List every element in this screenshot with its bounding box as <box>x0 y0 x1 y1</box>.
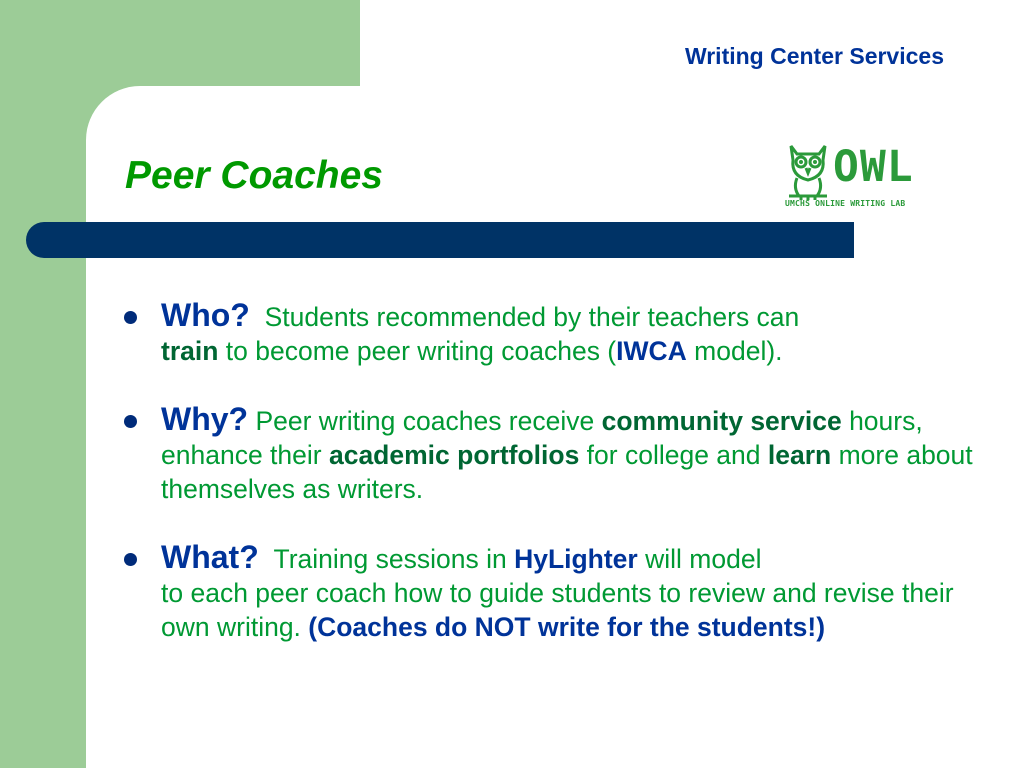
bullet-keyword: learn <box>767 440 832 470</box>
bullet-question: Why? <box>161 401 249 437</box>
bullet-text: hours, enhance their <box>161 406 923 470</box>
bullet-dot <box>124 553 137 566</box>
bullet-why <box>124 402 994 506</box>
bullet-text: Students recommended by their teachers can <box>264 302 800 332</box>
bullet-who <box>124 298 994 368</box>
bullet-keyword: HyLighter <box>514 544 638 574</box>
bullet-keyword: community service <box>601 406 842 436</box>
logo-wordmark: OWL <box>833 142 914 192</box>
bullet-question: Who? <box>161 297 250 333</box>
bullet-keyword: academic portfolios <box>328 440 580 470</box>
bullet-keyword: (Coaches do NOT write for the students!) <box>308 612 826 642</box>
bullet-dot <box>124 415 137 428</box>
bullet-text: Peer writing coaches receive <box>255 406 602 436</box>
title-divider-bar <box>26 222 854 258</box>
bullet-text: for college and <box>579 440 768 470</box>
owl-logo <box>785 140 945 212</box>
bullet-text: Training sessions in <box>273 544 515 574</box>
bullet-keyword: IWCA <box>616 336 687 366</box>
bullet-dot <box>124 311 137 324</box>
bullet-list <box>124 298 994 678</box>
slide-title: Peer Coaches <box>125 154 383 197</box>
bullet-text: model). <box>686 336 783 366</box>
owl-icon <box>785 140 831 202</box>
logo-tagline: UMCHS ONLINE WRITING LAB <box>785 199 906 208</box>
bullet-text: will model <box>637 544 762 574</box>
bullet-text: to become peer writing coaches ( <box>218 336 617 366</box>
bullet-what <box>124 540 994 644</box>
header-title: Writing Center Services <box>684 43 944 69</box>
bullet-question: What? <box>161 539 259 575</box>
bullet-text: more about themselves as writers. <box>161 440 973 504</box>
bullet-text: to each peer coach how to guide students to review and revise their own writing. <box>161 578 954 642</box>
bullet-keyword: train <box>161 336 219 366</box>
